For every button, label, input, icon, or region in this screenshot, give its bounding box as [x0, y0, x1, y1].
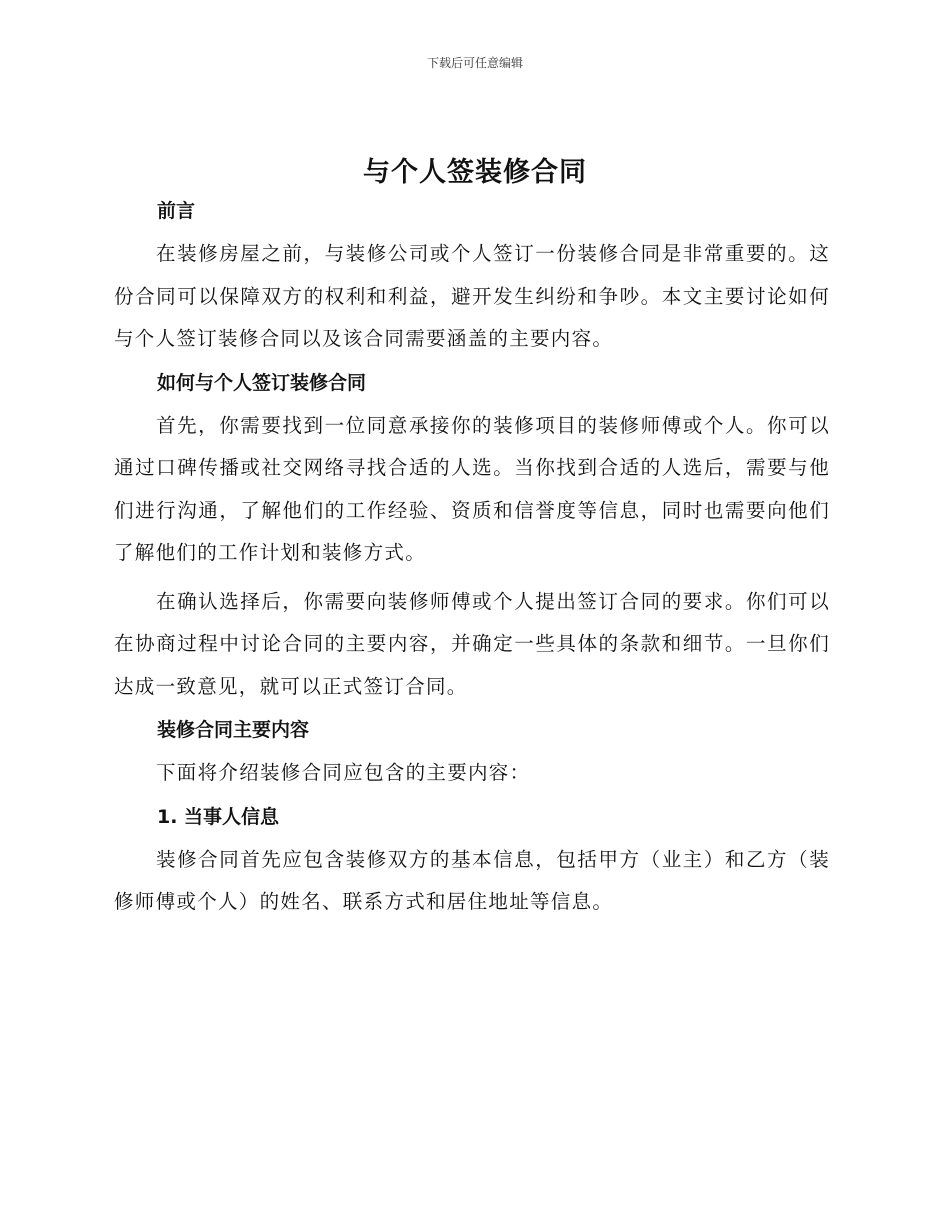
item-paragraph-parties: 装修合同首先应包含装修双方的基本信息，包括甲方（业主）和乙方（装修师傅或个人）的姓名、联系方式和居住地址等信息。 [114, 847, 830, 913]
how-to-paragraph-1: 首先，你需要找到一位同意承接你的装修项目的装修师傅或个人。你可以通过口碑传播或社交网络寻找合适的人选。当你找到合适的人选后，需要与他们进行沟通，了解他们的工作经验、资质和信誉度等信息，同时也需要向他们了解他们的工作计划和装修方式。 [114, 413, 830, 564]
section-heading-preface: 前言 [157, 200, 196, 222]
main-content-intro: 下面将介绍装修合同应包含的主要内容： [156, 761, 531, 784]
section-heading-main-content: 装修合同主要内容 [157, 719, 310, 741]
item-heading-parties: 1. 当事人信息 [157, 805, 280, 828]
section-heading-how-to: 如何与个人签订装修合同 [157, 371, 367, 394]
how-to-paragraph-2: 在确认选择后，你需要向装修师傅或个人提出签订合同的要求。你们可以在协商过程中讨论合同的主要内容，并确定一些具体的条款和细节。一旦你们达成一致意见，就可以正式签订合同。 [114, 589, 830, 698]
preface-paragraph: 在装修房屋之前，与装修公司或个人签订一份装修合同是非常重要的。这份合同可以保障双方的权利和利益，避开发生纠纷和争吵。本文主要讨论如何与个人签订装修合同以及该合同需要涵盖的主要内容。 [114, 242, 830, 350]
document-title: 与个人签装修合同 [363, 157, 587, 188]
document-body [114, 195, 830, 924]
header-note: 下载后可任意编辑 [426, 56, 523, 70]
